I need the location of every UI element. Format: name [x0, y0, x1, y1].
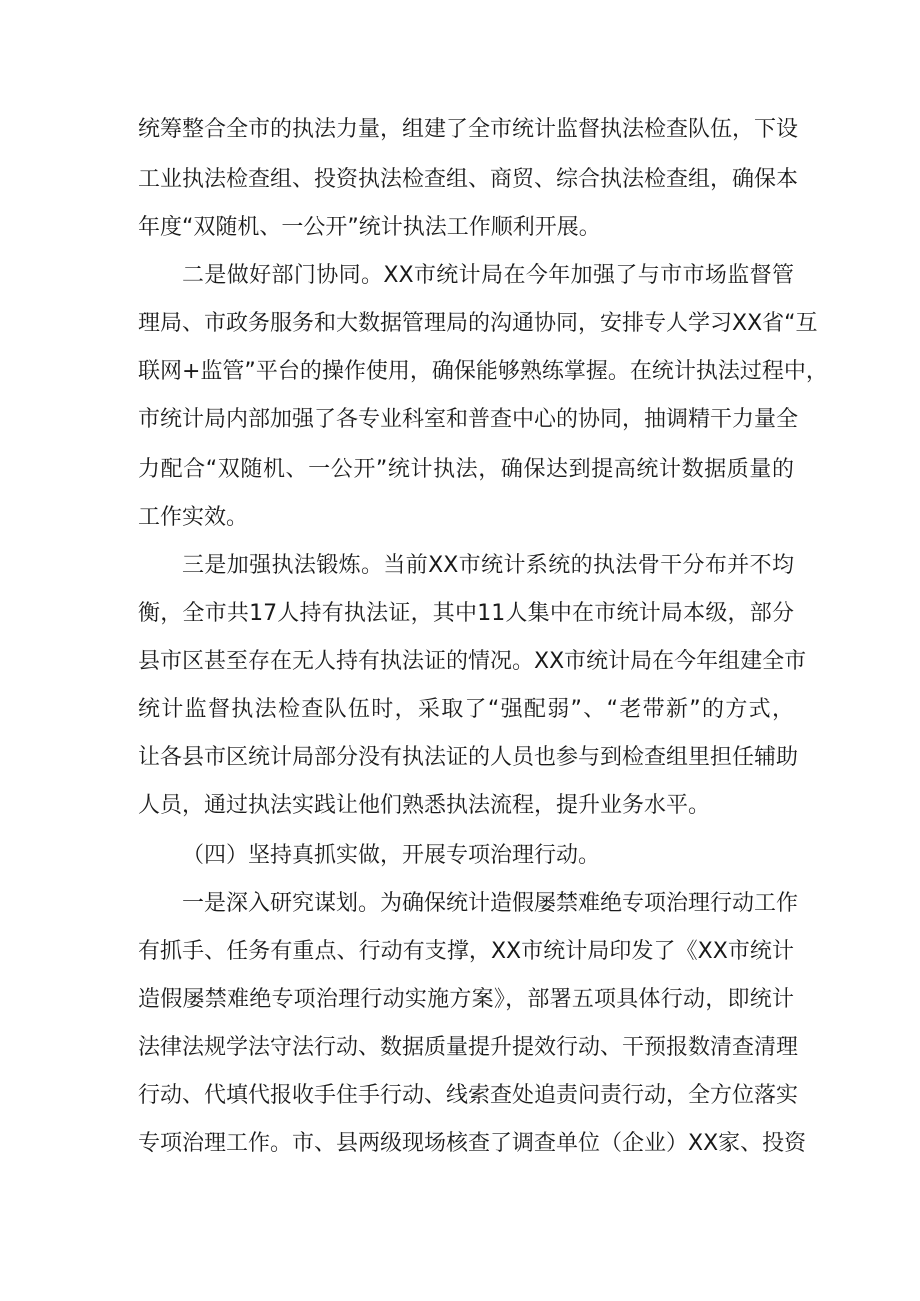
- paragraph-line: 二是做好部门协同。XX市统计局在今年加强了与市市场监督管: [182, 263, 794, 288]
- paragraph-line: 法律法规学法守法行动、数据质量提升提效行动、干预报数清查清理: [138, 1035, 799, 1060]
- paragraph-line: 行动、代填代报收手住手行动、线索查处追责问责行动，全方位落实: [138, 1083, 799, 1108]
- paragraph-line: 工业执法检查组、投资执法检查组、商贸、综合执法检查组，确保本: [138, 167, 799, 192]
- paragraph-line: 统计监督执法检查队伍时，采取了“强配弱”、“老带新”的方式，: [138, 697, 794, 722]
- paragraph-line: 县市区甚至存在无人持有执法证的情况。XX市统计局在今年组建全市: [138, 649, 807, 674]
- paragraph-line: 理局、市政务服务和大数据管理局的沟通协同，安排专人学习XX省“互: [138, 311, 818, 336]
- paragraph-line: 年度“双随机、一公开”统计执法工作顺利开展。: [138, 215, 601, 240]
- paragraph-line: 专项治理工作。市、县两级现场核查了调查单位（企业）XX家、投资: [138, 1131, 807, 1156]
- paragraph-line: 三是加强执法锻炼。当前XX市统计系统的执法骨干分布并不均: [182, 553, 794, 578]
- section-heading: （四）坚持真抓实做，开展专项治理行动。: [182, 843, 601, 868]
- paragraph-line: 工作实效。: [138, 505, 249, 530]
- paragraph-line: 人员，通过执法实践让他们熟悉执法流程，提升业务水平。: [138, 793, 711, 818]
- paragraph-line: 有抓手、任务有重点、行动有支撑，XX市统计局印发了《XX市统计: [138, 939, 794, 964]
- paragraph-line: 联网+监管”平台的操作使用，确保能够熟练掌握。在统计执法过程中，: [138, 359, 828, 384]
- paragraph-line: 造假屡禁难绝专项治理行动实施方案》，部署五项具体行动，即统计: [138, 987, 794, 1012]
- paragraph-line: 市统计局内部加强了各专业科室和普查中心的协同，抽调精干力量全: [138, 407, 799, 432]
- paragraph-line: 衡，全市共17人持有执法证，其中11人集中在市统计局本级，部分: [138, 601, 794, 626]
- paragraph-line: 统筹整合全市的执法力量，组建了全市统计监督执法检查队伍，下设: [138, 117, 799, 142]
- paragraph-line: 力配合“双随机、一公开”统计执法，确保达到提高统计数据质量的: [138, 457, 794, 482]
- paragraph-line: 一是深入研究谋划。为确保统计造假屡禁难绝专项治理行动工作: [182, 891, 799, 916]
- paragraph-line: 让各县市区统计局部分没有执法证的人员也参与到检查组里担任辅助: [138, 745, 799, 770]
